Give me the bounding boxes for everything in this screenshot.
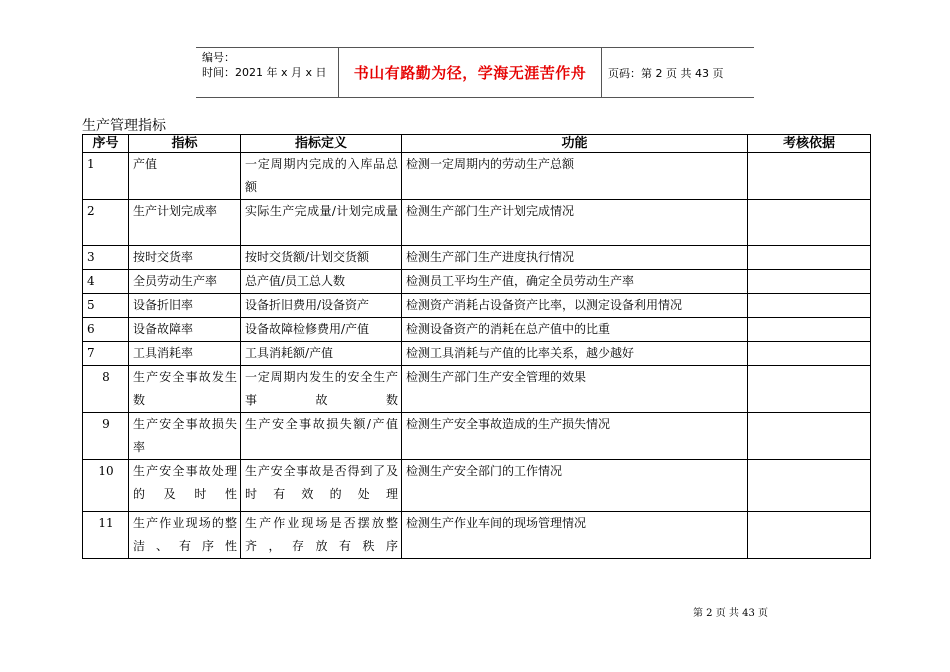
assessment-basis (748, 200, 871, 246)
header-page-info: 页码：第 2 页 共 43 页 (608, 66, 724, 80)
indicator-function: 检测资产消耗占设备资产比率，以测定设备利用情况 (402, 294, 748, 318)
assessment-basis (748, 294, 871, 318)
row-number: 6 (83, 318, 129, 342)
row-number: 11 (83, 512, 129, 559)
indicator-function: 检测生产部门生产计划完成情况 (402, 200, 748, 246)
indicator-function: 检测生产安全事故造成的生产损失情况 (402, 413, 748, 460)
indicator-definition: 总产值/员工总人数 (241, 270, 402, 294)
indicator-function: 检测生产安全部门的工作情况 (402, 460, 748, 512)
indicator-name: 生产作业现场的整洁、有序性 (129, 512, 241, 559)
table-row (83, 512, 871, 559)
assessment-basis (748, 153, 871, 200)
column-header-basis: 考核依据 (748, 135, 871, 153)
table-row (83, 153, 871, 200)
column-header-function: 功能 (402, 135, 748, 153)
indicator-name: 生产安全事故损失率 (129, 413, 241, 460)
indicator-name: 工具消耗率 (129, 342, 241, 366)
indicator-name: 按时交货率 (129, 246, 241, 270)
section-title: 生产管理指标 (82, 118, 166, 134)
kpi-table (82, 134, 871, 559)
indicator-function: 检测生产部门生产安全管理的效果 (402, 366, 748, 413)
column-header-no: 序号 (83, 135, 129, 153)
table-row (83, 460, 871, 512)
header-motto: 书山有路勤为径，学海无涯苦作舟 (353, 64, 587, 82)
indicator-name: 设备折旧率 (129, 294, 241, 318)
indicator-definition: 设备折旧费用/设备资产 (241, 294, 402, 318)
indicator-name: 设备故障率 (129, 318, 241, 342)
column-header-indicator: 指标 (129, 135, 241, 153)
row-number: 2 (83, 200, 129, 246)
indicator-definition: 生产安全事故损失额/产值 (241, 413, 402, 460)
page-header (196, 47, 754, 98)
indicator-name: 生产计划完成率 (129, 200, 241, 246)
indicator-definition: 工具消耗额/产值 (241, 342, 402, 366)
table-row (83, 318, 871, 342)
indicator-definition: 按时交货额/计划交货额 (241, 246, 402, 270)
indicator-name: 产值 (129, 153, 241, 200)
indicator-function: 检测员工平均生产值，确定全员劳动生产率 (402, 270, 748, 294)
indicator-function: 检测生产作业车间的现场管理情况 (402, 512, 748, 559)
assessment-basis (748, 512, 871, 559)
header-meta (202, 50, 336, 96)
assessment-basis (748, 366, 871, 413)
indicator-function: 检测一定周期内的劳动生产总额 (402, 153, 748, 200)
indicator-definition: 一定周期内发生的安全生产事故数 (241, 366, 402, 413)
indicator-definition: 生产作业现场是否摆放整齐，存放有秩序 (241, 512, 402, 559)
header-divider (601, 48, 602, 97)
indicator-definition: 生产安全事故是否得到了及时有效的处理 (241, 460, 402, 512)
table-row (83, 342, 871, 366)
assessment-basis (748, 270, 871, 294)
indicator-definition: 设备故障检修费用/产值 (241, 318, 402, 342)
table-row (83, 413, 871, 460)
table-row (83, 246, 871, 270)
indicator-name: 生产安全事故发生数 (129, 366, 241, 413)
row-number: 7 (83, 342, 129, 366)
row-number: 9 (83, 413, 129, 460)
assessment-basis (748, 318, 871, 342)
indicator-definition: 实际生产完成量/计划完成量 (241, 200, 402, 246)
date-label: 时间：2021 年 x 月 x 日 (202, 66, 327, 79)
row-number: 4 (83, 270, 129, 294)
assessment-basis (748, 413, 871, 460)
indicator-function: 检测工具消耗与产值的比率关系，越少越好 (402, 342, 748, 366)
indicator-function: 检测设备资产的消耗在总产值中的比重 (402, 318, 748, 342)
row-number: 10 (83, 460, 129, 512)
column-header-definition: 指标定义 (241, 135, 402, 153)
row-number: 5 (83, 294, 129, 318)
indicator-name: 全员劳动生产率 (129, 270, 241, 294)
table-header-row (83, 135, 871, 153)
indicator-function: 检测生产部门生产进度执行情况 (402, 246, 748, 270)
assessment-basis (748, 246, 871, 270)
table-row (83, 294, 871, 318)
row-number: 3 (83, 246, 129, 270)
indicator-name: 生产安全事故处理的及时性 (129, 460, 241, 512)
page-footer: 第 2 页 共 43 页 (693, 608, 768, 619)
row-number: 1 (83, 153, 129, 200)
row-number: 8 (83, 366, 129, 413)
table-row (83, 270, 871, 294)
serial-number-label: 编号： (202, 51, 235, 64)
table-row (83, 366, 871, 413)
assessment-basis (748, 342, 871, 366)
indicator-definition: 一定周期内完成的入库品总额 (241, 153, 402, 200)
table-row (83, 200, 871, 246)
assessment-basis (748, 460, 871, 512)
